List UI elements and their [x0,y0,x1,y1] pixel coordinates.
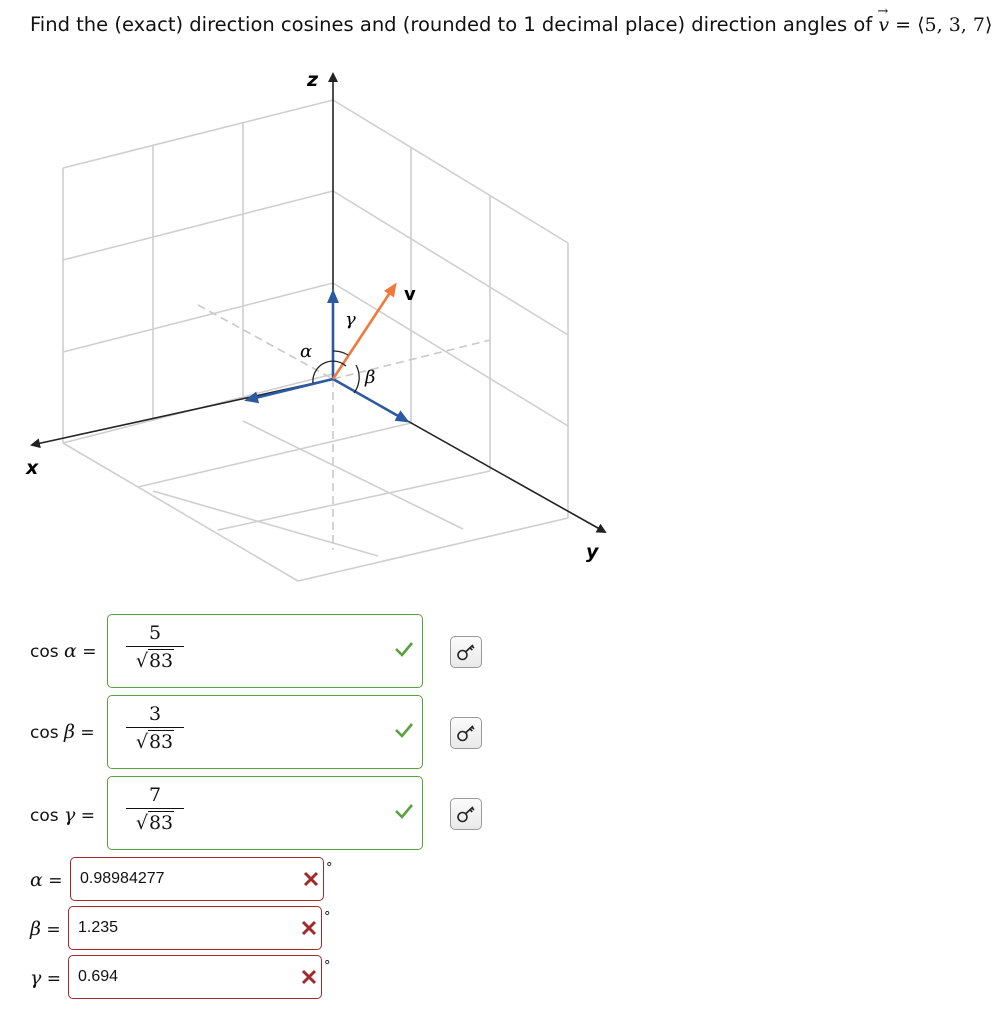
cos-alpha-fraction [126,621,184,673]
alpha-angle-input[interactable] [70,857,324,901]
cos-gamma-fraction [126,783,184,835]
projection-dashes [198,305,490,550]
vector-v [333,285,395,379]
vector-v-label: v [404,284,416,305]
fraction-denominator [126,811,184,835]
cos-fn: cos [30,642,59,662]
correct-check-icon [394,641,414,657]
radicand: 83 [148,650,174,672]
incorrect-x-icon [301,920,317,936]
question-text [30,12,1000,38]
grid-floor [63,374,568,581]
z-axis-label: z [307,69,319,91]
alpha-angle-label [30,869,63,891]
sqrt-symbol: √ [135,731,148,753]
cos-beta-fraction [126,702,184,754]
sqrt-symbol: √ [135,812,148,834]
unit-vector-i [247,379,333,400]
vector-components: ⟨5, 3, 7⟩ [917,14,993,36]
y-axis-label: y [586,541,599,563]
x-axis-label: x [26,457,39,479]
show-answer-key-button[interactable] [450,636,482,668]
equals-sign: = [80,806,96,826]
alpha-angle-value: 0.98984277 [80,870,165,887]
gamma-label: γ [345,309,356,330]
degree-symbol: ° [324,959,331,974]
gamma-angle-value: 0.694 [78,968,119,985]
degree-symbol: ° [326,861,333,876]
fraction-denominator [126,649,184,673]
cos-fn: cos [30,723,59,743]
angle-symbol: α [64,640,77,662]
sqrt-symbol: √ [135,650,148,672]
equals-sign: = [895,14,912,36]
grid-back-left [63,100,333,443]
show-answer-key-button[interactable] [450,798,482,830]
fraction-numerator: 5 [148,622,162,644]
angle-symbol: γ [64,804,76,826]
equals-sign: = [46,969,62,989]
key-icon [456,642,476,662]
angle-arcs [313,351,359,393]
cos-gamma-answer-box[interactable] [107,776,423,850]
key-icon [456,723,476,743]
show-answer-key-button[interactable] [450,717,482,749]
equals-sign: = [46,920,61,940]
grid-back-right [333,100,568,518]
fraction-bar [126,808,184,809]
fraction-numerator: 3 [148,703,162,725]
correct-check-icon [394,803,414,819]
cos-alpha-answer-box[interactable] [107,614,423,688]
radicand: 83 [148,731,174,753]
cos-gamma-label [30,804,95,826]
beta-label: β [365,367,376,388]
beta-angle-label [30,918,61,940]
vector-symbol: → v [878,12,889,38]
cos-alpha-label [30,640,97,662]
direction-angle-figure [20,60,620,590]
question-vector [878,14,992,36]
cos-fn: cos [30,806,59,826]
degree-symbol: ° [324,910,331,925]
radicand: 83 [148,812,174,834]
equals-sign: = [80,723,95,743]
fraction-numerator: 7 [148,784,162,806]
angle-symbol: β [30,918,41,940]
cos-beta-label [30,721,95,743]
beta-angle-input[interactable] [68,906,322,950]
cos-beta-answer-box[interactable] [107,695,423,769]
gamma-angle-input[interactable] [68,955,322,999]
beta-angle-value: 1.235 [78,919,119,936]
equals-sign: = [48,871,63,891]
fraction-bar [126,727,184,728]
incorrect-x-icon [303,871,319,887]
key-icon [456,804,476,824]
angle-symbol: α [30,869,43,891]
equals-sign: = [82,642,97,662]
question-prompt: Find the (exact) direction cosines and (rounded to 1 decimal place) direction angles of [30,13,873,36]
correct-check-icon [394,722,414,738]
angle-symbol: γ [30,967,42,989]
alpha-label: α [300,341,313,362]
fraction-bar [126,646,184,647]
angle-symbol: β [64,721,75,743]
incorrect-x-icon [301,969,317,985]
fraction-denominator [126,730,184,754]
gamma-angle-label [30,967,61,989]
